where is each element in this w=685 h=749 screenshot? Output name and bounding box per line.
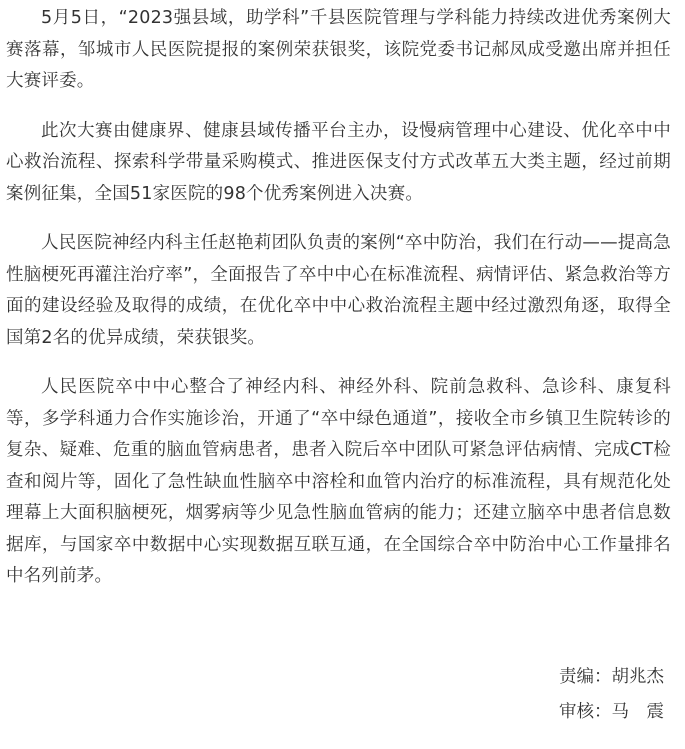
article-paragraph-2: 此次大赛由健康界、健康县域传播平台主办，设慢病管理中心建设、优化卒中中心救治流程、探索科学带量采购模式、推进医保支付方式改革五大类主题，经过前期案例征集，全国51家医院的98个优秀案例进入决赛。 [6,120,671,204]
article-paragraph-3: 人民医院神经内科主任赵艳莉团队负责的案例“卒中防治，我们在行动——提高急性脑梗死再灌注治疗率”，全面报告了卒中中心在标准流程、病情评估、紧急救治等方面的建设经验及取得的成绩，在优化卒中中心救治流程主题中经过激烈角逐，取得全国第2名的优异成绩，荣获银奖。 [6,233,671,348]
article-paragraph-1: 5月5日，“2023强县域，助学科”千县医院管理与学科能力持续改进优秀案例大赛落幕，邹城市人民医院提报的案例荣获银奖，该院党委书记郝凤成受邀出席并担任大赛评委。 [6,8,671,91]
reviewer-credit: 审核：马 震 [559,702,664,722]
article-footer [559,660,664,730]
article-paragraph-4: 人民医院卒中中心整合了神经内科、神经外科、院前急救科、急诊科、康复科等，多学科通力合作实施诊治，开通了“卒中绿色通道”，接收全市乡镇卫生院转诊的复杂、疑难、危重的脑血管病患者，患者入院后卒中团队可紧急评估病情、完成CT检查和阅片等，固化了急性缺血性脑卒中溶栓和血管内治疗的标准流程，具有规范化处理幕上大面积脑梗死，烟雾病等少见急性脑血管病的能力；还建立脑卒中患者信息数据库，与国家卒中数据中心实现数据互联互通，在全国综合卒中防治中心工作量排名中名列前茅。 [6,377,671,586]
editor-credit: 责编：胡兆杰 [559,667,664,687]
